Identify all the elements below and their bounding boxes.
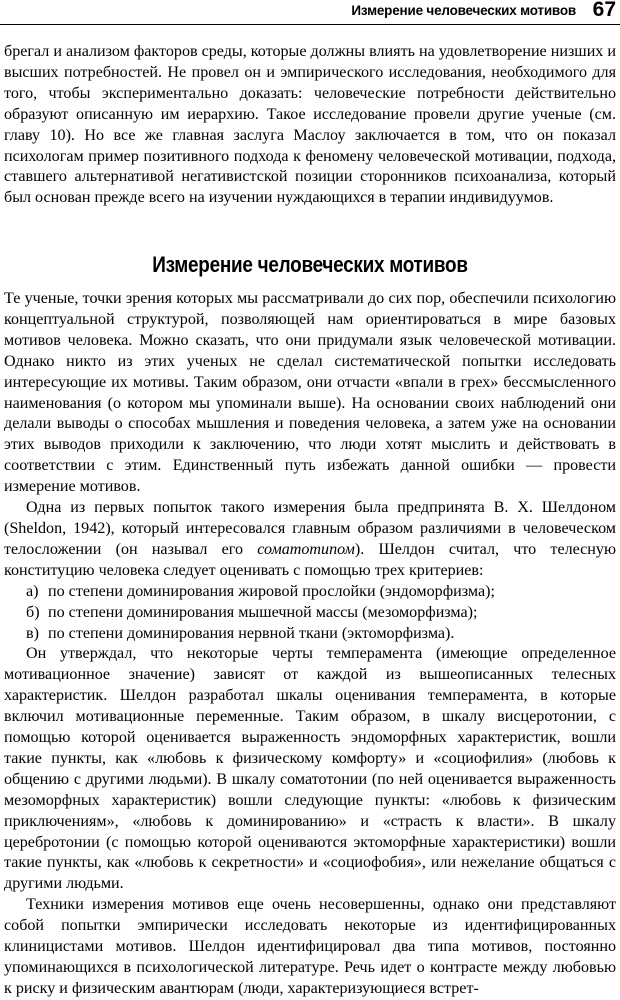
paragraph-2-text-before: Одна из первых попыток такого измерения была предпринята В. Х. Шелдоном (Sheldon, 1942), который интересовался главным образом различиями в человеческом телосложении (он называл его <box>4 499 616 558</box>
list-item <box>26 603 616 624</box>
intro-paragraph: брегал и анализом факторов среды, которые должны влиять на удовлетворение низших и высших потребностей. Не провел он и эмпирического исследования, необходимого для того, чтобы экспериментально доказать: человеческие потребности действительно образуют описанную им иерархию. Такое исследование провели другие ученые (см. главу 10). Но все же главная заслуга Маслоу заключается в том, что он показал психологам пример позитивного подхода к феномену человеческой мотивации, подхода, ставшего альтернативой негативистской позиции сторонников психоанализа, который был основан прежде всего на изучении нуждающихся в терапии индивидуумов. <box>4 43 616 207</box>
header-rule <box>0 24 620 25</box>
section-paragraph-4: Техники измерения мотивов еще очень несовершенны, однако они представляют собой попытки эмпирически исследовать некоторые из идентифицированных клиницистами мотивов. Шелдон идентифицировал два типа мотивов, постоянно упоминающихся в психологической литературе. Речь идет о контрасте между любовью к риску и физическим авантюрам (люди, характеризующиеся встрет- <box>4 896 616 997</box>
list-marker: б) <box>26 603 40 621</box>
list-item-text: по степени доминирования мышечной массы (мезоморфизма); <box>48 603 478 621</box>
running-header-title: Измерение человеческих мотивов <box>351 3 576 18</box>
list-item <box>26 624 616 645</box>
section-paragraph-1: Те ученые, точки зрения которых мы рассматривали до сих пор, обеспечили психологию концептуальной структурой, позволяющей нам ориентироваться в мире базовых мотивов человека. Можно сказать, что они придумали язык человеческой мотивации. Однако никто из этих ученых не сделал систематической попытки исследовать интересующие их мотивы. Таким образом, они отчасти «впали в грех» бессмысленного наименования (о котором мы упоминали выше). На основании своих наблюдений они делали выводы о способах мышления и поведения человека, а затем уже на основании этих выводов приходили к заключению, что люди хотят мыслить и действовать в соответствии с этим. Единственный путь избежать данной ошибки — провести измерение мотивов. <box>4 290 616 496</box>
list-item-text: по степени доминирования жировой прослойки (эндоморфизма); <box>48 582 495 600</box>
list-item-text: по степени доминирования нервной ткани (эктоморфизма). <box>48 624 455 642</box>
intro-block <box>4 42 616 209</box>
list-marker: а) <box>26 582 39 600</box>
page-number: 67 <box>592 0 616 21</box>
section-paragraph-3: Он утверждал, что некоторые черты темперамента (имеющие определенное мотивационное значение) зависят от каждой из вышеописанных телесных характеристик. Шелдон разработал шкалы оценивания темперамента, в которые включил мотивационные переменные. Таким образом, в шкалу висцеротонии, с помощью которой оценивается выраженность эндоморфных характеристик, вошли такие пункты, как «любовь к физическому комфорту» и «социофилия» (любовь к общению с другими людьми). В шкалу соматотонии (по ней оценивается выраженность мезоморфных характеристик) вошли следующие пункты: «любовь к физическим приключениям», «любовь к доминированию» и «страсть к власти». В шкалу церебротонии (с помощью которой оцениваются эктоморфные характеристики) вошли такие пункты, как «любовь к секретности» и «социофобия», или нежелание общаться с другими людьми. <box>4 645 616 893</box>
paragraph-2-text-after: ). Шелдон считал, что телесную конституцию человека следует оценивать с помощью трех критериев: <box>4 540 616 579</box>
section-paragraph-2 <box>4 498 616 582</box>
criteria-list <box>4 582 616 645</box>
list-marker: в) <box>26 624 39 642</box>
running-header <box>0 0 620 30</box>
somatotype-term: соматотипом <box>257 540 355 558</box>
section-heading: Измерение человеческих мотивов <box>152 252 468 277</box>
list-item <box>26 582 616 603</box>
section-body <box>4 289 616 1000</box>
